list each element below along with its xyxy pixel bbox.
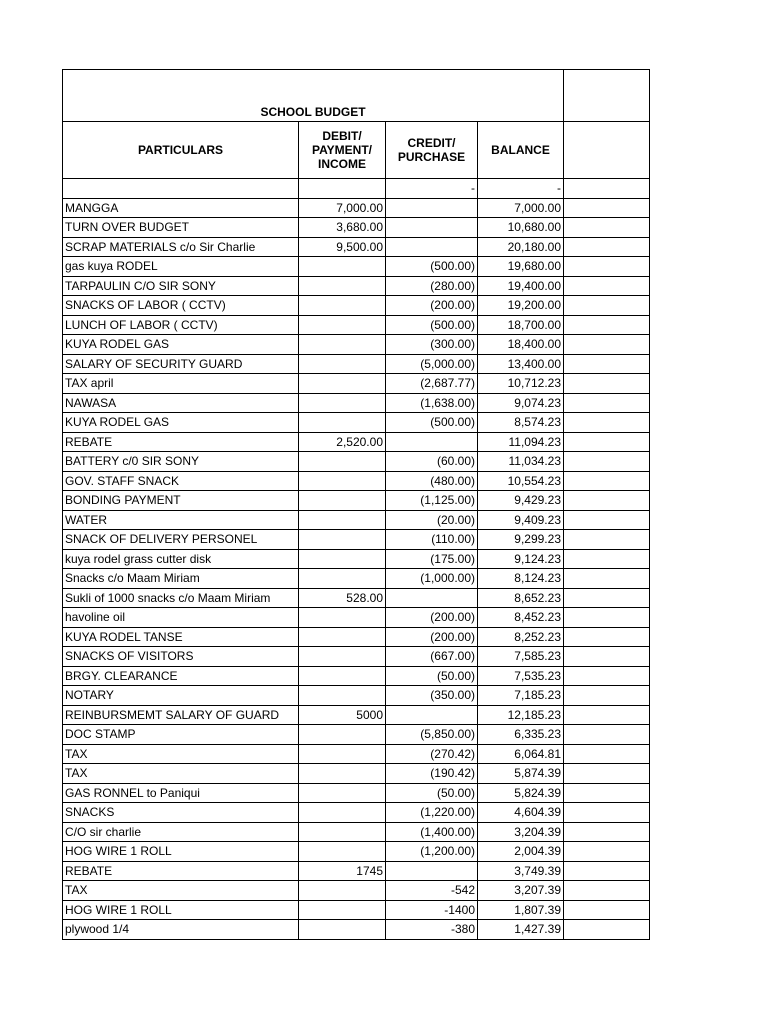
credit-cell — [386, 861, 478, 881]
credit-cell: (110.00) — [386, 530, 478, 550]
extra-cell — [564, 627, 650, 647]
balance-cell: 9,299.23 — [478, 530, 564, 550]
table-row — [63, 627, 650, 647]
title-extra-cell — [564, 70, 650, 122]
balance-cell: 19,680.00 — [478, 257, 564, 277]
balance-cell: 7,000.00 — [478, 198, 564, 218]
table-row — [63, 413, 650, 433]
balance-cell: 3,749.39 — [478, 861, 564, 881]
table-row — [63, 822, 650, 842]
extra-cell — [564, 666, 650, 686]
balance-cell: 5,824.39 — [478, 783, 564, 803]
table-row — [63, 393, 650, 413]
debit-cell — [299, 335, 386, 355]
credit-cell: (200.00) — [386, 608, 478, 628]
extra-cell — [564, 315, 650, 335]
extra-cell — [564, 881, 650, 901]
debit-cell: 1745 — [299, 861, 386, 881]
extra-cell — [564, 842, 650, 862]
extra-cell — [564, 296, 650, 316]
particular-cell: TAX — [63, 881, 299, 901]
balance-cell: 18,400.00 — [478, 335, 564, 355]
credit-cell — [386, 218, 478, 238]
balance-cell: 11,094.23 — [478, 432, 564, 452]
extra-cell — [564, 608, 650, 628]
debit-cell: 9,500.00 — [299, 237, 386, 257]
extra-cell — [564, 764, 650, 784]
initial-debit — [299, 179, 386, 199]
extra-cell — [564, 647, 650, 667]
credit-cell: (667.00) — [386, 647, 478, 667]
header-extra-cell — [564, 122, 650, 179]
balance-cell: 9,124.23 — [478, 549, 564, 569]
table-row — [63, 705, 650, 725]
debit-cell — [299, 549, 386, 569]
debit-cell — [299, 822, 386, 842]
balance-cell: 11,034.23 — [478, 452, 564, 472]
balance-cell: 2,004.39 — [478, 842, 564, 862]
balance-cell: 10,680.00 — [478, 218, 564, 238]
credit-cell: (1,638.00) — [386, 393, 478, 413]
debit-cell — [299, 393, 386, 413]
credit-cell — [386, 198, 478, 218]
extra-cell — [564, 218, 650, 238]
balance-cell: 1,807.39 — [478, 900, 564, 920]
balance-cell: 7,535.23 — [478, 666, 564, 686]
extra-cell — [564, 374, 650, 394]
extra-cell — [564, 900, 650, 920]
particular-cell: KUYA RODEL GAS — [63, 413, 299, 433]
credit-cell: (20.00) — [386, 510, 478, 530]
extra-cell — [564, 335, 650, 355]
credit-cell: (190.42) — [386, 764, 478, 784]
debit-cell — [299, 783, 386, 803]
balance-cell: 10,554.23 — [478, 471, 564, 491]
credit-cell: (1,400.00) — [386, 822, 478, 842]
credit-cell: (350.00) — [386, 686, 478, 706]
credit-cell: (2,687.77) — [386, 374, 478, 394]
table-row — [63, 725, 650, 745]
credit-cell — [386, 237, 478, 257]
table-row — [63, 842, 650, 862]
particular-cell: KUYA RODEL GAS — [63, 335, 299, 355]
extra-cell — [564, 530, 650, 550]
table-row — [63, 218, 650, 238]
balance-cell: 5,874.39 — [478, 764, 564, 784]
credit-cell: (1,125.00) — [386, 491, 478, 511]
debit-cell: 5000 — [299, 705, 386, 725]
particular-cell: TAX — [63, 764, 299, 784]
particular-cell: SNACKS OF VISITORS — [63, 647, 299, 667]
table-row — [63, 686, 650, 706]
extra-cell — [564, 452, 650, 472]
debit-cell — [299, 900, 386, 920]
table-row — [63, 900, 650, 920]
extra-cell — [564, 510, 650, 530]
table-row — [63, 471, 650, 491]
table-row — [63, 608, 650, 628]
table-row — [63, 861, 650, 881]
credit-cell: (5,850.00) — [386, 725, 478, 745]
debit-cell: 3,680.00 — [299, 218, 386, 238]
debit-cell — [299, 510, 386, 530]
credit-cell — [386, 588, 478, 608]
extra-cell — [564, 686, 650, 706]
particular-cell: gas kuya RODEL — [63, 257, 299, 277]
extra-cell — [564, 432, 650, 452]
balance-cell: 10,712.23 — [478, 374, 564, 394]
table-row — [63, 257, 650, 277]
table-row — [63, 335, 650, 355]
debit-cell — [299, 744, 386, 764]
table-row — [63, 588, 650, 608]
debit-cell — [299, 608, 386, 628]
extra-cell — [564, 744, 650, 764]
extra-cell — [564, 822, 650, 842]
table-row — [63, 237, 650, 257]
table-row — [63, 881, 650, 901]
table-row — [63, 569, 650, 589]
credit-cell: -1400 — [386, 900, 478, 920]
balance-cell: 1,427.39 — [478, 920, 564, 940]
table-row — [63, 276, 650, 296]
particular-cell: BONDING PAYMENT — [63, 491, 299, 511]
particular-cell: LUNCH OF LABOR ( CCTV) — [63, 315, 299, 335]
debit-cell — [299, 920, 386, 940]
extra-cell — [564, 257, 650, 277]
balance-cell: 19,200.00 — [478, 296, 564, 316]
credit-cell: (500.00) — [386, 315, 478, 335]
particular-cell: TAX — [63, 744, 299, 764]
debit-cell — [299, 315, 386, 335]
debit-cell — [299, 764, 386, 784]
table-row — [63, 530, 650, 550]
header-row — [63, 122, 650, 179]
debit-cell — [299, 725, 386, 745]
balance-cell: 9,429.23 — [478, 491, 564, 511]
table-row — [63, 510, 650, 530]
particular-cell: HOG WIRE 1 ROLL — [63, 900, 299, 920]
particular-cell: REBATE — [63, 432, 299, 452]
debit-cell — [299, 296, 386, 316]
credit-cell: (300.00) — [386, 335, 478, 355]
particular-cell: REINBURSMEMT SALARY OF GUARD — [63, 705, 299, 725]
particular-cell: C/O sir charlie — [63, 822, 299, 842]
table-row — [63, 744, 650, 764]
particular-cell: REBATE — [63, 861, 299, 881]
particular-cell: SNACKS — [63, 803, 299, 823]
header-credit: CREDIT/ PURCHASE — [386, 122, 478, 179]
balance-cell: 7,585.23 — [478, 647, 564, 667]
particular-cell: GOV. STAFF SNACK — [63, 471, 299, 491]
credit-cell: (280.00) — [386, 276, 478, 296]
extra-cell — [564, 803, 650, 823]
balance-cell: 8,652.23 — [478, 588, 564, 608]
extra-cell — [564, 920, 650, 940]
balance-cell: 7,185.23 — [478, 686, 564, 706]
balance-cell: 6,064.81 — [478, 744, 564, 764]
extra-cell — [564, 549, 650, 569]
particular-cell: SCRAP MATERIALS c/o Sir Charlie — [63, 237, 299, 257]
particular-cell: NAWASA — [63, 393, 299, 413]
header-particulars: PARTICULARS — [63, 122, 299, 179]
balance-cell: 20,180.00 — [478, 237, 564, 257]
particular-cell: Sukli of 1000 snacks c/o Maam Miriam — [63, 588, 299, 608]
debit-cell — [299, 257, 386, 277]
balance-cell: 6,335.23 — [478, 725, 564, 745]
initial-extra-cell — [564, 179, 650, 199]
credit-cell — [386, 705, 478, 725]
debit-cell: 7,000.00 — [299, 198, 386, 218]
balance-cell: 8,452.23 — [478, 608, 564, 628]
extra-cell — [564, 198, 650, 218]
credit-cell: (480.00) — [386, 471, 478, 491]
debit-cell — [299, 413, 386, 433]
balance-cell: 13,400.00 — [478, 354, 564, 374]
extra-cell — [564, 471, 650, 491]
particular-cell: TARPAULIN C/O SIR SONY — [63, 276, 299, 296]
header-balance: BALANCE — [478, 122, 564, 179]
particular-cell: BATTERY c/0 SIR SONY — [63, 452, 299, 472]
budget-table-body — [63, 70, 650, 940]
debit-cell — [299, 842, 386, 862]
table-row — [63, 647, 650, 667]
sheet-title: SCHOOL BUDGET — [63, 70, 564, 122]
debit-cell — [299, 881, 386, 901]
header-debit: DEBIT/ PAYMENT/ INCOME — [299, 122, 386, 179]
particular-cell: Snacks c/o Maam Miriam — [63, 569, 299, 589]
title-row — [63, 70, 650, 122]
table-row — [63, 783, 650, 803]
particular-cell: kuya rodel grass cutter disk — [63, 549, 299, 569]
particular-cell: TAX april — [63, 374, 299, 394]
credit-cell: (500.00) — [386, 257, 478, 277]
credit-cell: (50.00) — [386, 783, 478, 803]
extra-cell — [564, 569, 650, 589]
initial-balance: - — [478, 179, 564, 199]
debit-cell: 528.00 — [299, 588, 386, 608]
debit-cell — [299, 471, 386, 491]
table-row — [63, 452, 650, 472]
table-row — [63, 666, 650, 686]
credit-cell: (60.00) — [386, 452, 478, 472]
extra-cell — [564, 725, 650, 745]
credit-cell: (5,000.00) — [386, 354, 478, 374]
debit-cell — [299, 354, 386, 374]
particular-cell: plywood 1/4 — [63, 920, 299, 940]
balance-cell: 12,185.23 — [478, 705, 564, 725]
balance-cell: 9,074.23 — [478, 393, 564, 413]
extra-cell — [564, 588, 650, 608]
debit-cell — [299, 491, 386, 511]
extra-cell — [564, 705, 650, 725]
initial-credit: - — [386, 179, 478, 199]
balance-cell: 8,124.23 — [478, 569, 564, 589]
debit-cell — [299, 530, 386, 550]
credit-cell: (200.00) — [386, 296, 478, 316]
particular-cell: SNACKS OF LABOR ( CCTV) — [63, 296, 299, 316]
particular-cell: KUYA RODEL TANSE — [63, 627, 299, 647]
debit-cell — [299, 666, 386, 686]
extra-cell — [564, 861, 650, 881]
particular-cell: NOTARY — [63, 686, 299, 706]
credit-cell: (1,200.00) — [386, 842, 478, 862]
credit-cell: (500.00) — [386, 413, 478, 433]
table-row — [63, 374, 650, 394]
debit-cell — [299, 374, 386, 394]
extra-cell — [564, 237, 650, 257]
debit-cell: 2,520.00 — [299, 432, 386, 452]
particular-cell: GAS RONNEL to Paniqui — [63, 783, 299, 803]
particular-cell: DOC STAMP — [63, 725, 299, 745]
balance-cell: 3,204.39 — [478, 822, 564, 842]
debit-cell — [299, 452, 386, 472]
balance-cell: 8,574.23 — [478, 413, 564, 433]
table-row — [63, 803, 650, 823]
table-row — [63, 432, 650, 452]
particular-cell: havoline oil — [63, 608, 299, 628]
particular-cell: BRGY. CLEARANCE — [63, 666, 299, 686]
table-row — [63, 198, 650, 218]
extra-cell — [564, 783, 650, 803]
table-row — [63, 354, 650, 374]
credit-cell: (1,000.00) — [386, 569, 478, 589]
table-row — [63, 549, 650, 569]
particular-cell: TURN OVER BUDGET — [63, 218, 299, 238]
balance-cell: 9,409.23 — [478, 510, 564, 530]
initial-row — [63, 179, 650, 199]
debit-cell — [299, 686, 386, 706]
debit-cell — [299, 276, 386, 296]
particular-cell: MANGGA — [63, 198, 299, 218]
credit-cell: (200.00) — [386, 627, 478, 647]
balance-cell: 8,252.23 — [478, 627, 564, 647]
debit-cell — [299, 647, 386, 667]
table-row — [63, 491, 650, 511]
particular-cell: WATER — [63, 510, 299, 530]
credit-cell: (270.42) — [386, 744, 478, 764]
balance-cell: 4,604.39 — [478, 803, 564, 823]
balance-cell: 3,207.39 — [478, 881, 564, 901]
initial-particular — [63, 179, 299, 199]
credit-cell: -542 — [386, 881, 478, 901]
debit-cell — [299, 803, 386, 823]
debit-cell — [299, 627, 386, 647]
table-row — [63, 315, 650, 335]
balance-cell: 19,400.00 — [478, 276, 564, 296]
extra-cell — [564, 354, 650, 374]
particular-cell: SALARY OF SECURITY GUARD — [63, 354, 299, 374]
table-row — [63, 764, 650, 784]
extra-cell — [564, 413, 650, 433]
particular-cell: SNACK OF DELIVERY PERSONEL — [63, 530, 299, 550]
table-row — [63, 920, 650, 940]
credit-cell — [386, 432, 478, 452]
extra-cell — [564, 491, 650, 511]
credit-cell: -380 — [386, 920, 478, 940]
credit-cell: (1,220.00) — [386, 803, 478, 823]
debit-cell — [299, 569, 386, 589]
budget-table — [62, 69, 650, 940]
credit-cell: (175.00) — [386, 549, 478, 569]
extra-cell — [564, 393, 650, 413]
particular-cell: HOG WIRE 1 ROLL — [63, 842, 299, 862]
balance-cell: 18,700.00 — [478, 315, 564, 335]
credit-cell: (50.00) — [386, 666, 478, 686]
extra-cell — [564, 276, 650, 296]
table-row — [63, 296, 650, 316]
